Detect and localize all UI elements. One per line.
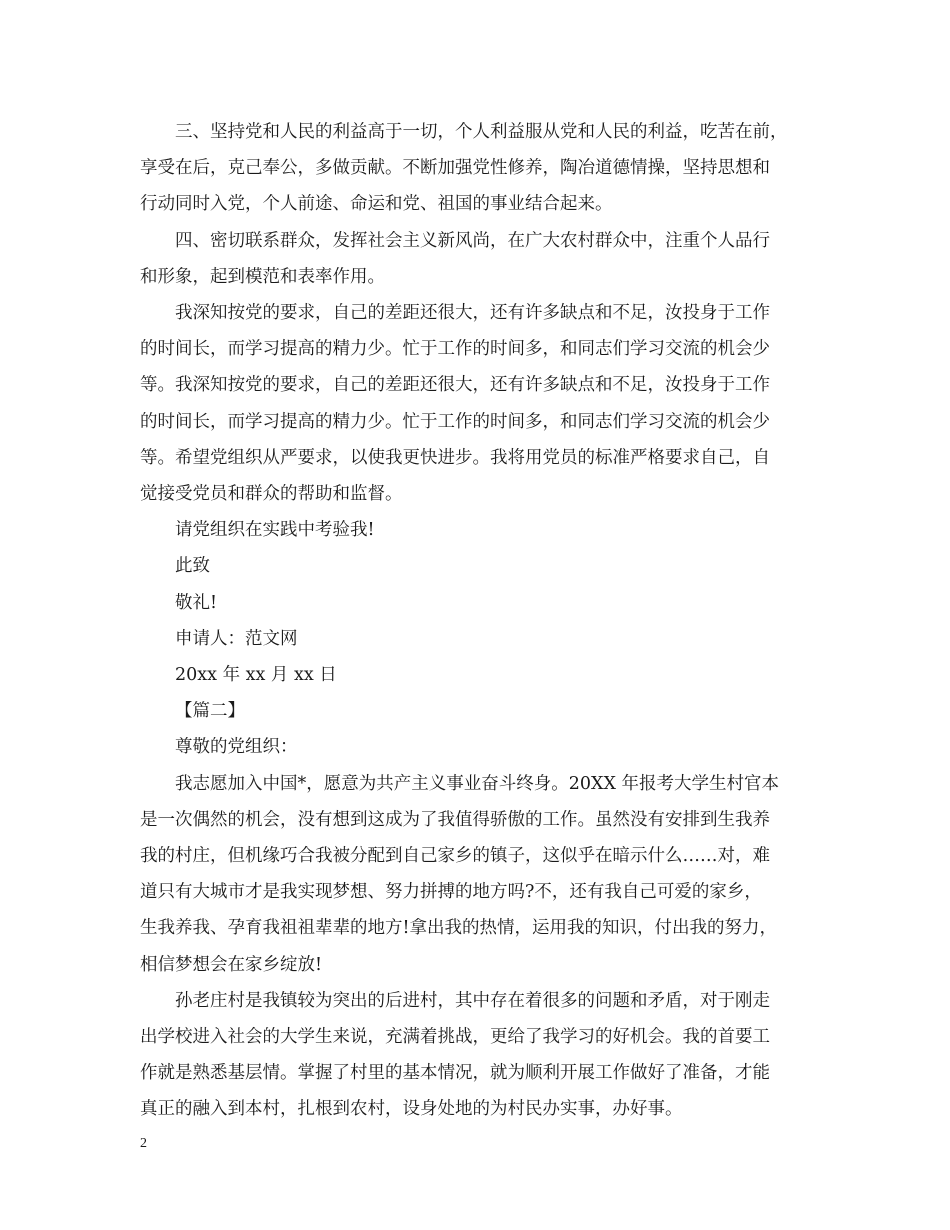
- text-line: 等。我深知按党的要求，自己的差距还很大，还有许多缺点和不足，汝投身于工作: [140, 375, 770, 396]
- paragraph: [140, 729, 826, 765]
- text-line: 我深知按党的要求，自己的差距还很大，还有许多缺点和不足，汝投身于工作: [175, 303, 770, 324]
- text-line: 此致: [175, 556, 210, 577]
- paragraph: [140, 983, 826, 1128]
- paragraph: [140, 585, 826, 621]
- text-line: 请党组织在实践中考验我!: [175, 520, 375, 541]
- text-line: 的时间长，而学习提高的精力少。忙于工作的时间多，和同志们学习交流的机会少: [140, 339, 770, 360]
- text-line: 我志愿加入中国*，愿意为共产主义事业奋斗终身。20XX 年报考大学生村官本: [175, 773, 779, 794]
- text-line: 是一次偶然的机会，没有想到这成为了我值得骄傲的工作。虽然没有安排到生我养: [140, 809, 770, 830]
- document-body: [140, 114, 826, 1128]
- text-line: 作就是熟悉基层情。掌握了村里的基本情况，就为顺利开展工作做好了准备，才能: [140, 1063, 770, 1084]
- text-line: 享受在后，克己奉公，多做贡献。不断加强党性修养，陶冶道德情操，坚持思想和: [140, 158, 770, 179]
- paragraph: [140, 657, 826, 693]
- text-line: 的时间长，而学习提高的精力少。忙于工作的时间多，和同志们学习交流的机会少: [140, 411, 770, 432]
- text-line: 申请人：范文网: [175, 628, 298, 649]
- paragraph: [140, 223, 826, 295]
- text-line: 生我养我、孕育我祖祖辈辈的地方!拿出我的热情，运用我的知识，付出我的努力，: [140, 918, 778, 939]
- paragraph: [140, 548, 826, 584]
- text-line: 我的村庄，但机缘巧合我被分配到自己家乡的镇子，这似乎在暗示什么……对，难: [140, 846, 770, 867]
- paragraph: [140, 512, 826, 548]
- text-line: 行动同时入党，个人前途、命运和党、祖国的事业结合起来。: [140, 194, 613, 215]
- text-line: 孙老庄村是我镇较为突出的后进村，其中存在着很多的问题和矛盾，对于刚走: [175, 990, 770, 1011]
- paragraph: [140, 693, 826, 729]
- text-line: 敬礼!: [175, 592, 218, 613]
- text-line: 相信梦想会在家乡绽放!: [140, 954, 323, 975]
- text-line: 道只有大城市才是我实现梦想、努力拼搏的地方吗?不，还有我自己可爱的家乡，: [140, 882, 762, 903]
- text-line: 觉接受党员和群众的帮助和监督。: [140, 484, 403, 505]
- text-line: 真正的融入到本村，扎根到农村，设身处地的为村民办实事，办好事。: [140, 1099, 683, 1120]
- text-line: 等。希望党组织从严要求，以使我更快进步。我将用党员的标准严格要求自己，自: [140, 447, 770, 468]
- text-line: 尊敬的党组织：: [175, 737, 298, 758]
- text-line: 三、坚持党和人民的利益高于一切，个人利益服从党和人民的利益，吃苦在前，: [175, 122, 788, 142]
- text-line: 出学校进入社会的大学生来说，充满着挑战，更给了我学习的好机会。我的首要工: [140, 1027, 770, 1048]
- paragraph: [140, 295, 826, 512]
- text-line: 和形象，起到模范和表率作用。: [140, 266, 385, 287]
- text-line: 四、密切联系群众，发挥社会主义新风尚，在广大农村群众中，注重个人品行: [175, 230, 770, 251]
- page-number: 2: [140, 1136, 147, 1151]
- paragraph: [140, 621, 826, 657]
- paragraph: [140, 114, 826, 223]
- paragraph: [140, 766, 826, 983]
- text-line: 20xx 年 xx 月 xx 日: [175, 665, 337, 686]
- text-line: 【篇二】: [175, 701, 245, 722]
